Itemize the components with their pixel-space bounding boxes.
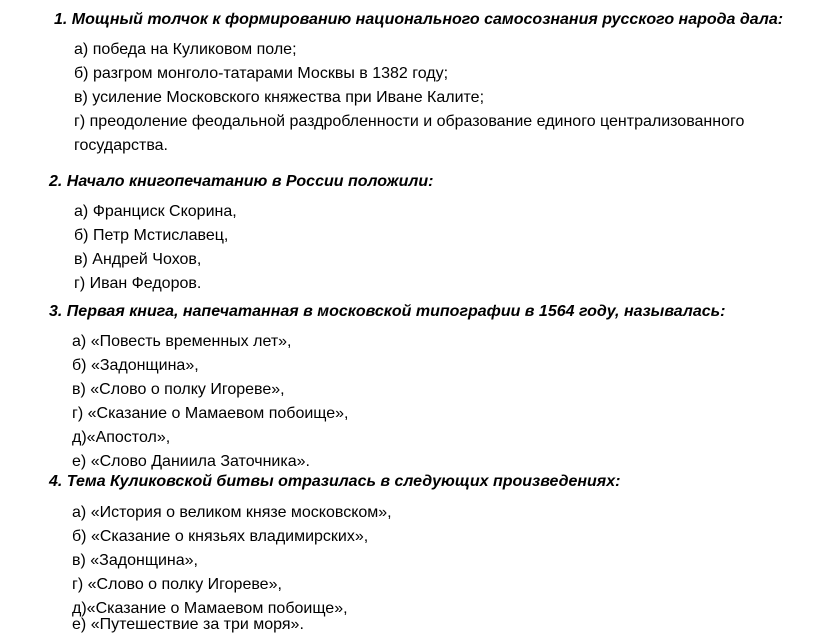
option-letter: е) [72,616,87,633]
question-4-option-e [72,615,304,635]
question-2-title: 2. Начало книгопечатанию в России положили: [49,173,434,190]
question-1-option-a [74,40,297,60]
question-2-option-v [74,250,201,270]
option-text: «Сказание о Мамаевом побоище», [87,405,349,422]
option-text: «Апостол», [86,429,171,446]
question-3-option-d [72,428,170,448]
question-1-title: 1. Мощный толчок к формированию национального самосознания русского народа дала: [54,11,784,28]
question-4-option-g [72,575,282,595]
question-3-option-v [72,380,285,400]
option-text: Франциск Скорина, [92,203,237,220]
option-text: Андрей Чохов, [92,251,202,268]
option-text: «История о великом князе московском», [90,504,392,521]
option-letter: б) [74,65,89,82]
question-3-option-b [72,356,199,376]
option-letter: д) [72,429,87,446]
option-text: «Задонщина», [90,357,199,374]
question-4-title: 4. Тема Куликовской битвы отразилась в следующих произведениях: [49,473,621,490]
option-letter: б) [72,528,87,545]
option-text: Иван Федоров. [89,275,202,292]
option-text: Петр Мстиславец, [92,227,229,244]
option-letter: в) [74,89,88,106]
option-letter: б) [72,357,87,374]
question-3-option-a [72,332,292,352]
option-text: «Повесть временных лет», [90,333,292,350]
option-text: преодоление феодальной раздробленности и образование единого централизованного [89,113,745,130]
option-text: «Задонщина», [90,552,198,569]
question-1-option-g-continued [74,136,168,156]
option-letter: г) [72,405,84,422]
question-2-option-b [74,226,228,246]
question-4-option-a [72,503,392,523]
option-letter: д) [72,600,87,617]
question-4-option-v [72,551,198,571]
option-letter: а) [74,203,89,220]
question-1-option-v [74,88,484,108]
question-2-option-a [74,202,237,222]
option-letter: г) [74,113,86,130]
option-text: «Сказание о Мамаевом побоище», [86,600,348,617]
option-letter: а) [74,41,89,58]
option-text: государства. [74,137,168,154]
question-3-title: 3. Первая книга, напечатанная в московской типографии в 1564 году, называлась: [49,303,726,320]
question-1-option-g [74,112,744,132]
option-text: разгром монголо-татарами Москвы в 1382 году; [92,65,449,82]
option-letter: г) [72,576,84,593]
option-letter: б) [74,227,89,244]
option-letter: г) [74,275,86,292]
option-letter: а) [72,333,87,350]
option-text: «Слово о полку Игореве», [90,381,285,398]
option-letter: а) [72,504,87,521]
question-2-option-g [74,274,201,294]
option-text: «Слово о полку Игореве», [87,576,282,593]
option-text: «Путешествие за три моря». [90,616,304,633]
option-letter: в) [72,381,86,398]
option-text: «Сказание о князьях владимирских», [90,528,369,545]
option-letter: в) [72,552,86,569]
question-3-option-e [72,452,310,472]
option-letter: е) [72,453,87,470]
option-letter: в) [74,251,88,268]
question-3-option-g [72,404,349,424]
option-text: победа на Куликовом поле; [92,41,297,58]
question-4-option-b [72,527,368,547]
option-text: «Слово Даниила Заточника». [90,453,310,470]
question-1-option-b [74,64,448,84]
option-text: усиление Московского княжества при Иване Калите; [92,89,485,106]
